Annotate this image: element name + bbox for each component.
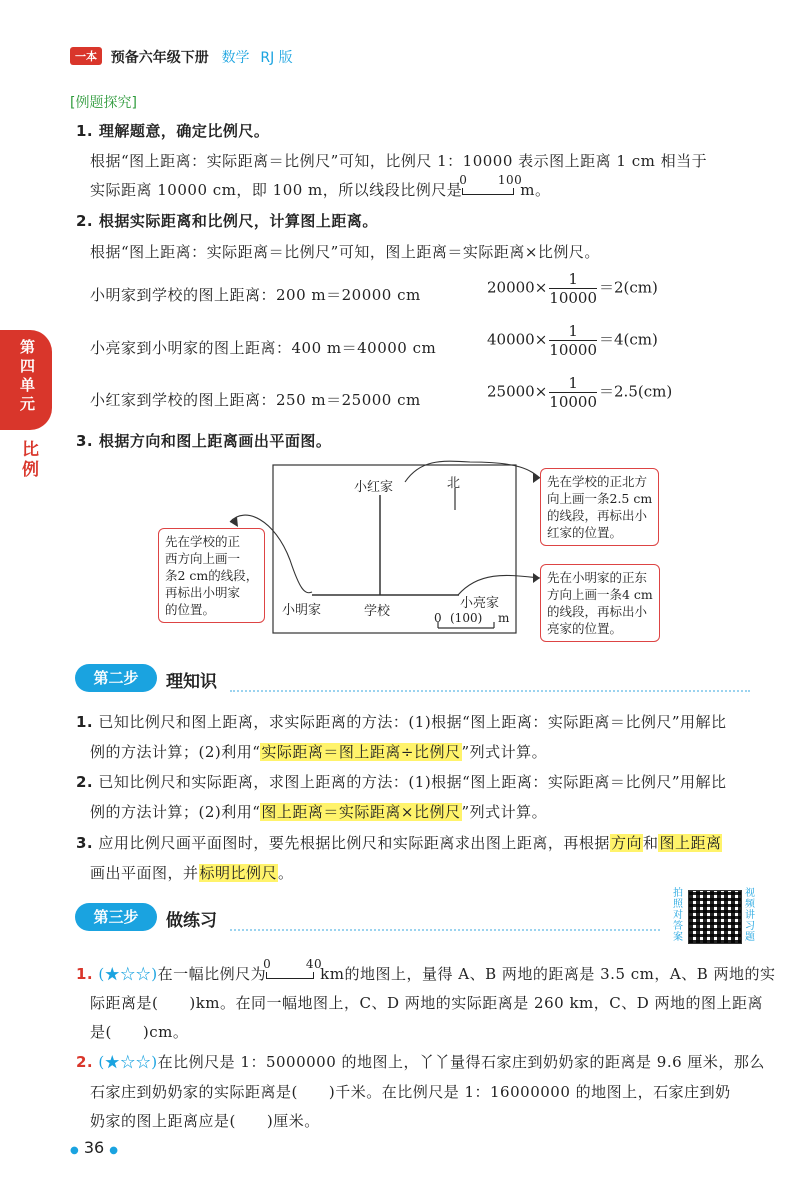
step3-divider <box>230 929 660 931</box>
s2-line1: 根据“图上距离：实际距离＝比例尺”可知，图上距离＝实际距离×比例尺。 <box>90 243 600 261</box>
step2-item-3-l2: 画出平面图，并标明比例尺。 <box>90 864 294 882</box>
note-right-bottom: 先在小明家的正东 方向上画一条4 cm 的线段，再标出小 亮家的位置。 <box>540 564 660 642</box>
calc-row-3-a: 25000× <box>487 382 548 401</box>
fraction: $\frac{1}{10000}$ <box>549 270 598 307</box>
map-label-xiaohong: 小红家 <box>354 480 394 495</box>
calc-row-1-a: 20000× <box>487 278 548 297</box>
s2-title: 2. 根据实际距离和比例尺，计算图上距离。 <box>76 212 378 230</box>
connector-top <box>405 461 540 482</box>
calc-row-2-label: 小亮家到小明家的图上距离：400 m＝40000 cm <box>90 339 437 357</box>
s1-scale-100: 100 <box>497 173 523 187</box>
calc-row-2-b: ＝4(cm) <box>599 330 658 349</box>
page-number-text: 36 <box>83 1138 105 1157</box>
map-scale-100: (100) <box>450 611 483 625</box>
note-left: 先在学校的正 西方向上画一 条2 cm的线段， 再标出小明家 的位置。 <box>158 528 265 623</box>
calc-row-1-b: ＝2(cm) <box>599 278 658 297</box>
header-logo: 一本 <box>70 47 102 65</box>
q2-line3: 奶家的图上距离应是( )厘米。 <box>90 1112 320 1130</box>
qr-right-label: 视频讲习题 <box>745 888 755 943</box>
s1-line2-text: 实际距离 10000 cm，即 100 m，所以线段比例尺是 <box>90 181 463 199</box>
note-right-top: 先在学校的正北方 向上画一条2.5 cm 的线段，再标出小 红家的位置。 <box>540 468 659 546</box>
map-label-school: 学校 <box>364 604 391 619</box>
calc-row-3-b: ＝2.5(cm) <box>599 382 673 401</box>
q2-line1: 2. (★☆☆)在比例尺是 1：5000000 的地图上，丫丫量得石家庄到奶奶家的距离是 9.6 厘米，那么 <box>76 1053 765 1071</box>
calc-row-2-a: 40000× <box>487 330 548 349</box>
fraction: $\frac{1}{10000}$ <box>549 374 598 411</box>
map-label-north: 北 <box>447 476 461 491</box>
q1-line3: 是( )cm。 <box>90 1023 189 1041</box>
s3-title: 3. 根据方向和图上距离画出平面图。 <box>76 432 332 450</box>
side-tab-topic: 比例 <box>22 440 39 480</box>
header-edition: RJ 版 <box>260 50 293 66</box>
fraction: $\frac{1}{10000}$ <box>549 322 598 359</box>
side-tab-unit: 第四单元 <box>20 338 36 413</box>
step2-item-3-l1: 3. 应用比例尺画平面图时，要先根据比例尺和实际距离求出图上距离，再根据方向和图上距离 <box>76 834 722 852</box>
calc-row-1-label: 小明家到学校的图上距离：200 m＝20000 cm <box>90 286 421 304</box>
s1-line1: 根据“图上距离：实际距离＝比例尺”可知，比例尺 1：10000 表示图上距离 1 cm 相当于 <box>90 152 708 170</box>
step2-item-1-l1: 1. 已知比例尺和图上距离，求实际距离的方法：(1)根据“图上距离：实际距离＝比例尺”用解比 <box>76 713 727 731</box>
q1-scale-bar: 0 40 <box>266 963 314 979</box>
header-subject: 数学 <box>221 50 250 66</box>
step2-item-1-l2: 例的方法计算；(2)利用“实际距离＝图上距离÷比例尺”列式计算。 <box>90 743 548 761</box>
s1-line2-end: m。 <box>520 181 551 199</box>
step3-badge: 第三步 <box>75 903 157 931</box>
step2-badge: 第二步 <box>75 664 157 692</box>
s1-scale-0: 0 <box>459 173 468 187</box>
calc-row-3-label: 小红家到学校的图上距离：250 m＝25000 cm <box>90 391 421 409</box>
map-label-xiaoming: 小明家 <box>282 603 322 618</box>
header-title: 预备六年级下册 <box>110 50 209 66</box>
q1-line2: 际距离是( )km。在同一幅地图上，C、D 两地的实际距离是 260 km，C、D 两地的图上距离 <box>90 994 764 1012</box>
page-number: ● 36 ● <box>70 1138 119 1157</box>
map-scale-0: 0 <box>434 611 442 625</box>
map-label-xiaoliang: 小亮家 <box>460 596 500 611</box>
step2-divider <box>230 690 750 692</box>
s1-title: 1. 理解题意，确定比例尺。 <box>76 122 270 140</box>
qr-left-label: 拍照对答案 <box>673 888 683 943</box>
step2-item-2-l2: 例的方法计算；(2)利用“图上距离＝实际距离×比例尺”列式计算。 <box>90 803 548 821</box>
q2-line2: 石家庄到奶奶家的实际距离是( )千米。在比例尺是 1：16000000 的地图上，石家庄到奶 <box>90 1083 731 1101</box>
map-scale-unit: m <box>498 611 510 625</box>
step2-item-2-l1: 2. 已知比例尺和实际距离，求图上距离的方法：(1)根据“图上距离：实际距离＝比例尺”用解比 <box>76 773 727 791</box>
q1-line1: 1. (★☆☆)在一幅比例尺为 0 40 km的地图上，量得 A、B 两地的距离是 3.5 cm，A、B 两地的实 <box>76 957 776 983</box>
qr-code[interactable] <box>688 890 742 944</box>
step2-title: 理知识 <box>166 672 217 692</box>
section-label: [例题探究] <box>70 95 137 111</box>
step3-title: 做练习 <box>166 911 217 931</box>
